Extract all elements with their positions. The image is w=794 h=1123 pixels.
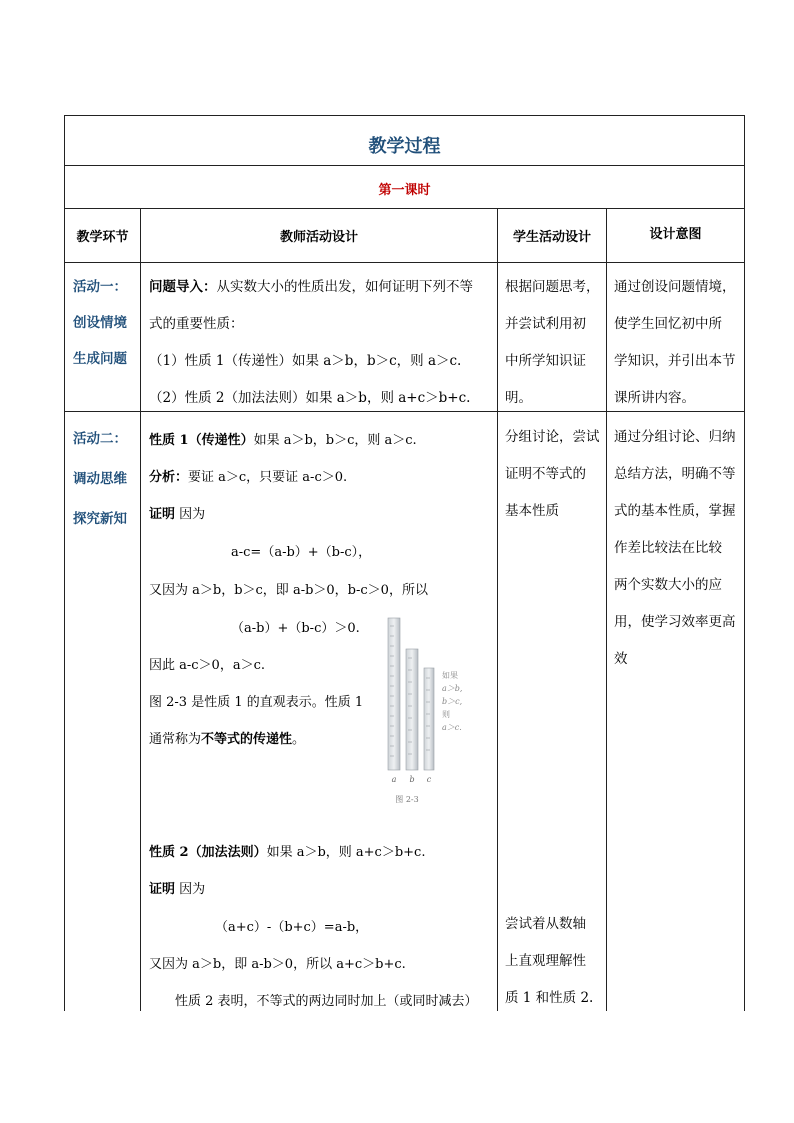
header-student: 学生活动设计 [512,230,591,245]
intent-line: 学知识，并引出本节 [614,353,736,369]
activity1-stage [73,269,127,377]
column-divider [606,208,607,1011]
intro-line [149,269,473,306]
student-line: 分组讨论，尝试 [505,429,600,445]
figure-description-1: 图 2-3 是性质 1 的直观表示。性质 1 [149,695,364,710]
activity1-student [505,269,600,417]
because-line-2: 又因为 a＞b，即 a-b＞0，所以 a+c＞b+c. [149,957,406,972]
activity2-stage [73,419,127,539]
figure-note-line: b＞c, [442,697,463,706]
figure-caption: 图 2-3 [395,795,419,804]
analysis-label: 分析： [149,470,189,485]
figure-note-line: a＞c. [442,723,462,732]
analysis-text: 要证 a＞c，只要证 a-c＞0. [188,470,348,485]
figure-note-line: a＞b, [442,684,463,693]
figure-note-line: 则 [442,710,450,719]
ruler-a [388,618,400,770]
property-2-line: （2）性质 2（加法法则）如果 a＞b，则 a+c＞b+c. [149,390,471,406]
proof-text: 因为 [175,507,206,522]
page-title: 教学过程 [368,136,441,157]
figure-note-line: 如果 [442,671,458,680]
stage-line: 活动二： [73,431,127,447]
intent-line: 式的基本性质，掌握 [614,503,736,519]
property-1-statement [149,429,417,448]
activity1-teacher [149,269,473,417]
row-divider [65,262,744,263]
stage-line: 生成问题 [73,351,127,367]
ruler-c [424,668,434,770]
column-divider [497,208,498,1011]
stage-line: 创设情境 [73,315,127,331]
property-2-explanation: 性质 2 表明，不等式的两边同时加上（或同时减去） [175,994,478,1009]
intent-line: 课所讲内容。 [614,390,695,406]
proof-2-text: 因为 [175,882,206,897]
student-line: 尝试着从数轴 [505,916,586,932]
proof-2-label: 证明 [149,882,176,897]
student-line: 明。 [505,390,532,406]
student-line: 根据问题思考， [505,279,600,295]
student-line: 上直观理解性 [505,953,586,969]
student-line: 质 1 和性质 2. [505,990,594,1006]
activity2-student-2 [505,906,593,1017]
intent-line: 两个实数大小的应 [614,577,722,593]
intent-line: 通过分组讨论、归纳 [614,429,736,445]
equation-2: （a-b）+（b-c）＞0. [231,621,360,636]
stage-line: 活动一： [73,279,127,295]
desc-end: 。 [292,732,306,747]
lesson-period: 第一课时 [378,183,431,198]
intent-line: 通过创设问题情境， [614,279,736,295]
column-divider [140,208,141,1011]
stage-line: 调动思维 [73,471,127,487]
activity2-intent [614,419,736,678]
stage-line: 探究新知 [73,511,127,527]
property-2-statement [149,841,425,860]
student-line: 证明不等式的 [505,466,586,482]
intent-line: 效 [614,651,628,667]
analysis-line [149,466,347,485]
header-stage: 教学环节 [76,230,129,245]
row-divider [65,208,744,209]
intro-line-2: 式的重要性质： [149,316,244,332]
student-line: 并尝试利用初 [505,316,586,332]
desc-bold: 不等式的传递性 [201,732,293,747]
proof-line [149,503,205,522]
header-intent: 设计意图 [649,227,702,242]
property-2-text: 如果 a＞b，则 a+c＞b+c. [266,845,426,860]
equation-1: a-c=（a-b）+（b-c）， [231,545,372,560]
because-line: 又因为 a＞b，b＞c，即 a-b＞0，b-c＞0，所以 [149,583,428,598]
intent-line: 使学生回忆初中所 [614,316,722,332]
intro-bold: 问题导入： [149,279,217,295]
lesson-table [64,115,745,1011]
figure-2-3 [380,616,490,811]
proof-2-line [149,878,205,897]
proof-label: 证明 [149,507,176,522]
header-teacher: 教师活动设计 [279,230,358,245]
figure-description-2 [149,728,305,747]
property-1-title: 性质 1（传递性） [149,433,254,448]
property-1-line: （1）性质 1（传递性）如果 a＞b，b＞c，则 a＞c. [149,353,462,369]
ruler-b [406,649,418,770]
intro-text: 从实数大小的性质出发，如何证明下列不等 [216,279,473,295]
activity2-student-1 [505,419,600,530]
ruler-label-a: a [391,775,397,784]
activity1-intent [614,269,736,417]
therefore-line: 因此 a-c＞0，a＞c. [149,658,265,673]
ruler-label-c: c [426,775,432,784]
ruler-label-b: b [409,775,415,784]
intent-line: 用，使学习效率更高 [614,614,736,630]
student-line: 基本性质 [505,503,559,519]
property-2-title: 性质 2（加法法则） [149,845,267,860]
intent-line: 总结方法，明确不等 [614,466,736,482]
equation-3: （a+c）-（b+c）=a-b， [215,920,369,935]
student-line: 中所学知识证 [505,353,586,369]
desc-text: 通常称为 [149,732,202,747]
property-1-text: 如果 a＞b，b＞c，则 a＞c. [253,433,417,448]
row-divider [65,165,744,166]
intent-line: 作差比较法在比较 [614,540,722,556]
